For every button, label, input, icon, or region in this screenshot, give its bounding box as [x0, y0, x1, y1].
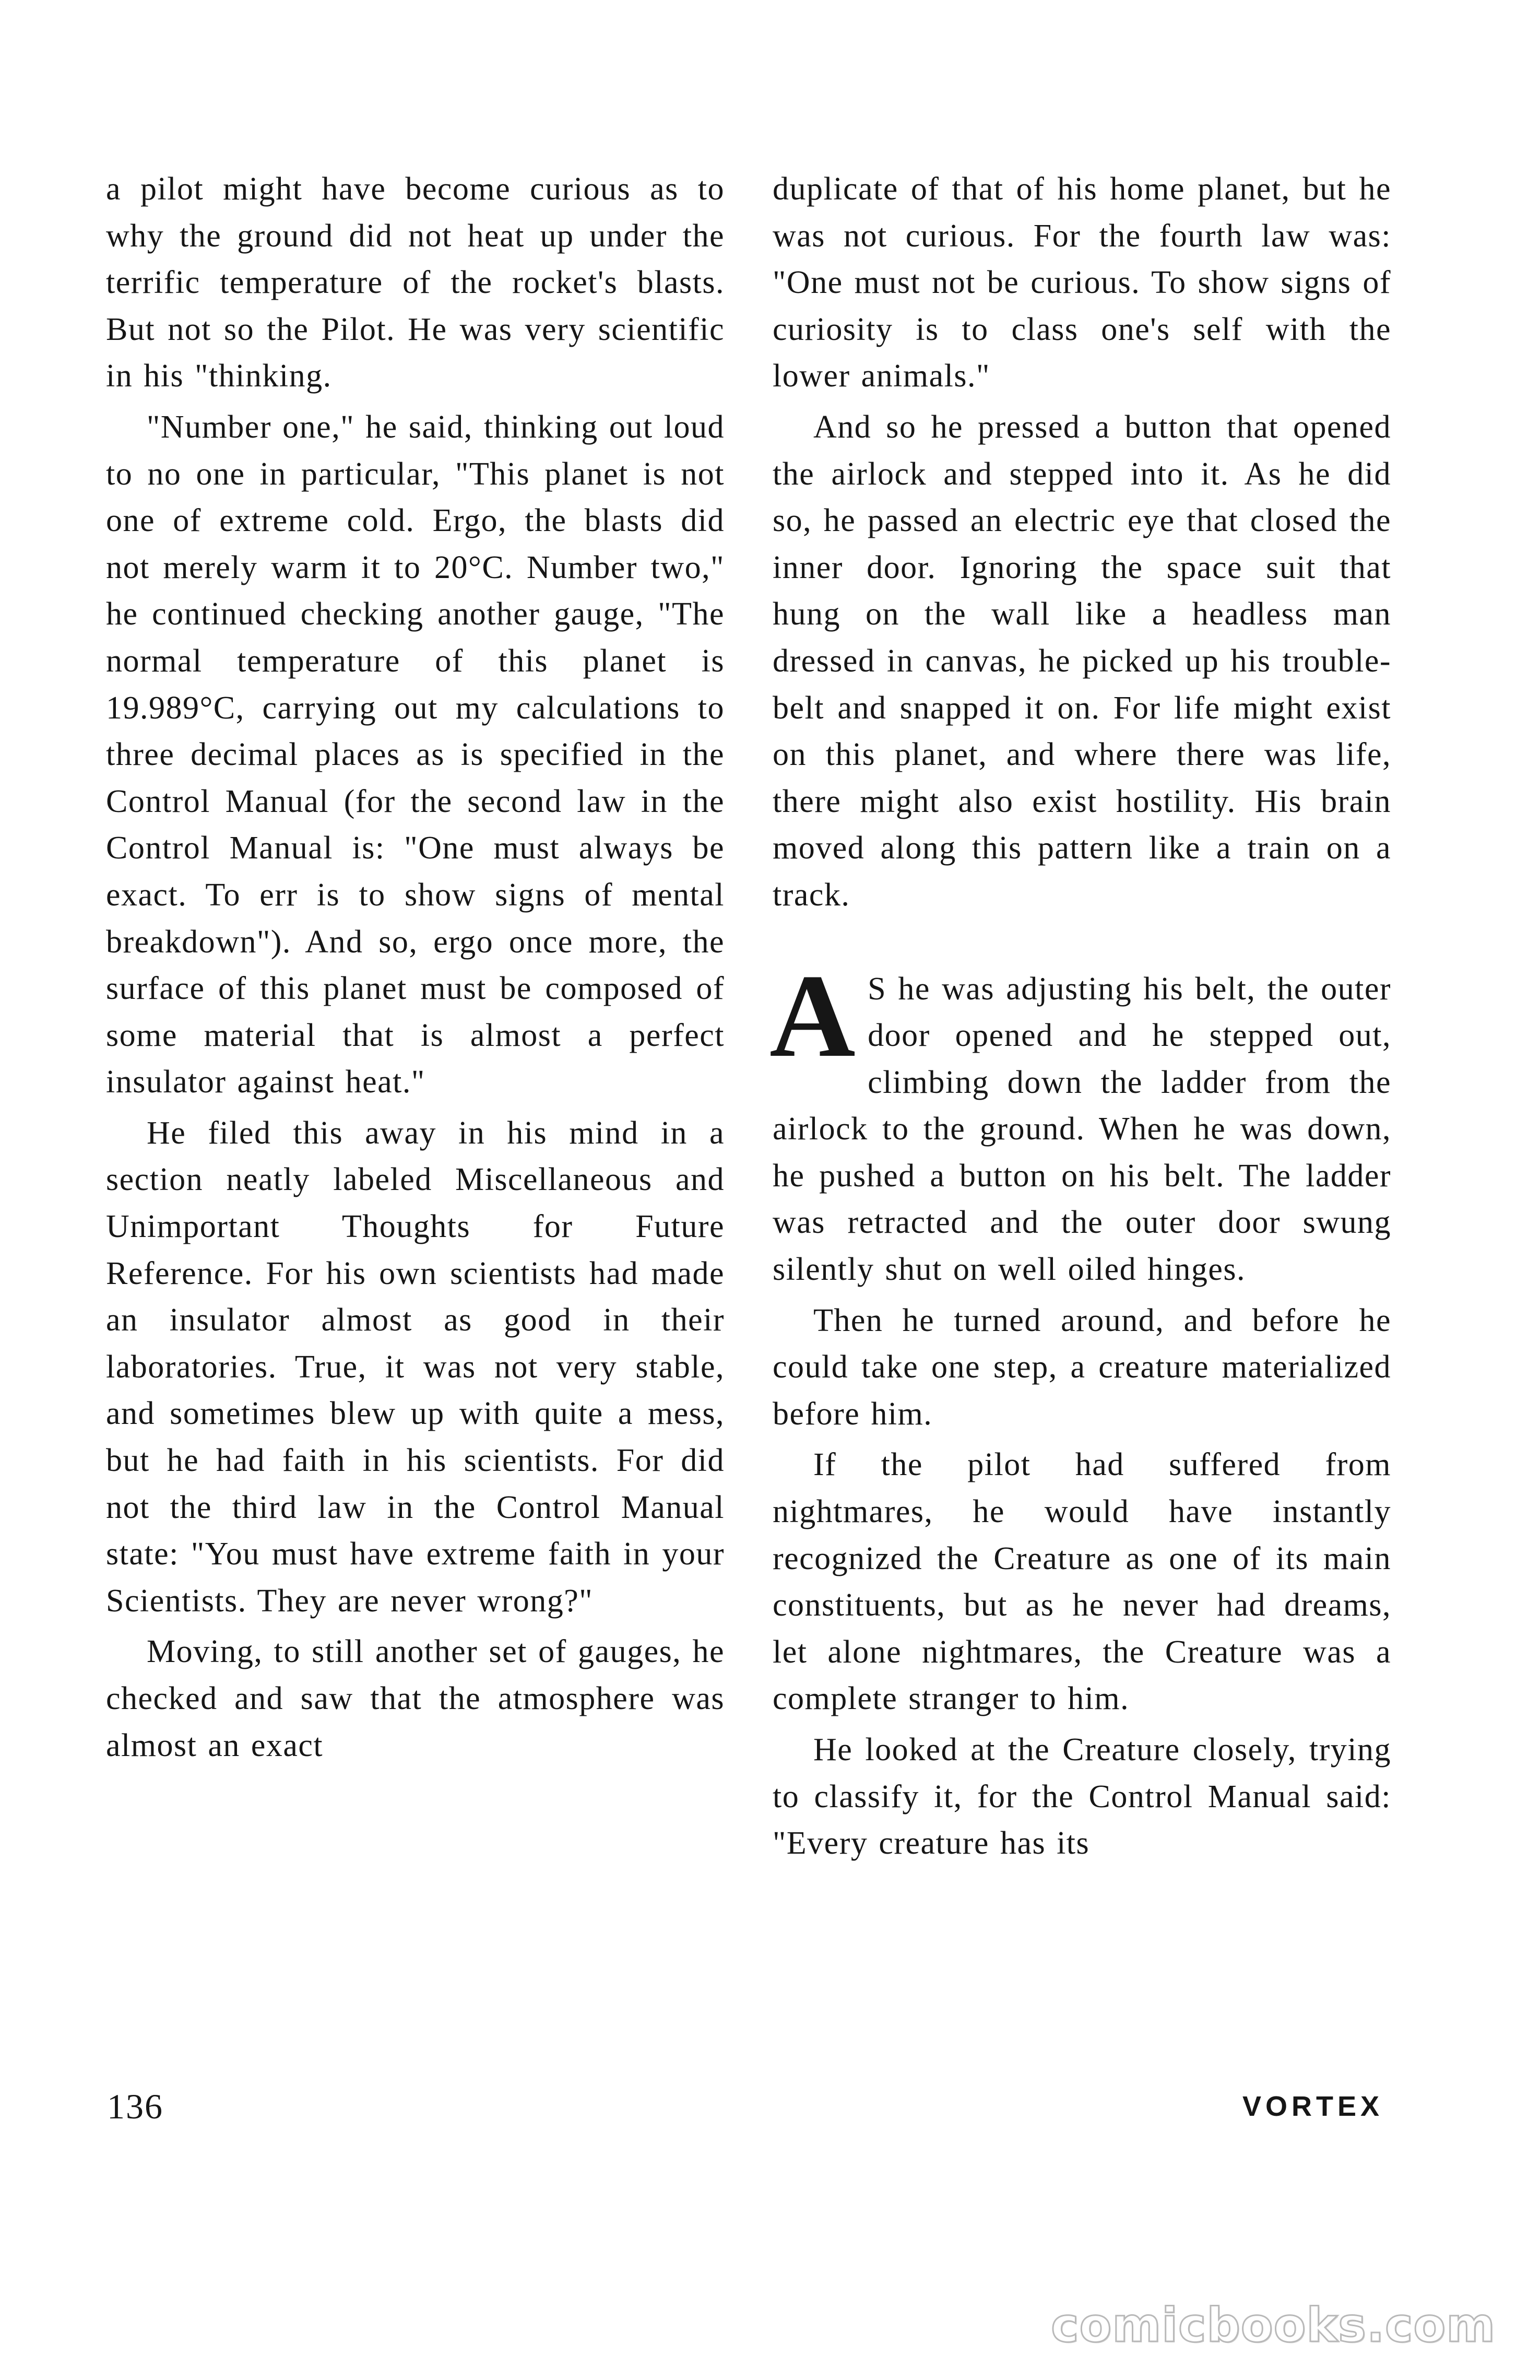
- watermark-logo: comicbooks.com: [1051, 2298, 1496, 2353]
- paragraph-creature-appears: Then he turned around, and before he could take one step, a creature materialized before him.: [773, 1302, 1391, 1432]
- drop-cap-letter: A: [769, 950, 857, 1082]
- drop-cap-paragraph-text: S he was adjusting his belt, the outer door opened and he stepped out, climbing down the ladder from the airlock to the ground. When he was down, he pushed a button on his belt. The ladder was retracted and the outer door swung silently shut on well oiled hinges.: [773, 971, 1391, 1288]
- paragraph-gauges: Moving, to still another set of gauges, he checked and saw that the atmosphere was almost an exact: [106, 1634, 725, 1763]
- right-text-column: [769, 166, 1391, 1867]
- magazine-title: VORTEX: [1242, 2091, 1383, 2122]
- left-text-column: [106, 166, 725, 1769]
- paragraph-drop-cap: [769, 950, 1391, 1293]
- paragraph-nightmares: If the pilot had suffered from nightmares, he would have instantly recognized the Creature as one of its main constituents, but as he never had dreams, let alone nightmares, the Creature was a complete stranger to him.: [773, 1447, 1391, 1717]
- paragraph-filed-away: He filed this away in his mind in a section neatly labeled Miscellaneous and Unimportant Thoughts for Future Reference. For his own scientists had made an insulator almost as good in their laboratories. True, it was not very stable, and sometimes blew up with quite a mess, but he had faith in his scientists. For did not the third law in the Control Manual state: "You must have extreme faith in your Scientists. They are never wrong?": [106, 1115, 725, 1619]
- paragraph-fourth-law: duplicate of that of his home planet, but he was not curious. For the fourth law was: "One must not be curious. To show signs of curiosity is to class one's self with the lower animals.": [773, 171, 1391, 394]
- paragraph-continued: a pilot might have become curious as to why the ground did not heat up under the terrific temperature of the rocket's blasts. But not so the Pilot. He was very scientific in his "thinking.: [106, 171, 725, 394]
- paragraph-number-one: "Number one," he said, thinking out loud to no one in particular, "This planet is not one of extreme cold. Ergo, the blasts did not merely warm it to 20°C. Number two," he continued checking another gauge, "The normal temperature of this planet is 19.989°C, carrying out my calculations to three decimal places as is specified in the Control Manual (for the second law in the Control Manual is: "One must always be exact. To err is to show signs of mental breakdown"). And so, ergo once more, the surface of this planet must be composed of some material that is almost a perfect insulator against heat.": [106, 409, 725, 1100]
- paragraph-airlock: And so he pressed a button that opened the airlock and stepped into it. As he did so, he passed an electric eye that closed the inner door. Ignoring the space suit that hung on the wall like a headless man dressed in canvas, he picked up his trouble-belt and snapped it on. For life might exist on this planet, and where there was life, there might also exist hostility. His brain moved along this pattern like a train on a track.: [773, 409, 1391, 913]
- paragraph-classify: He looked at the Creature closely, trying to classify it, for the Control Manual said: "Every creature has its: [773, 1732, 1391, 1861]
- page-number: 136: [107, 2087, 163, 2126]
